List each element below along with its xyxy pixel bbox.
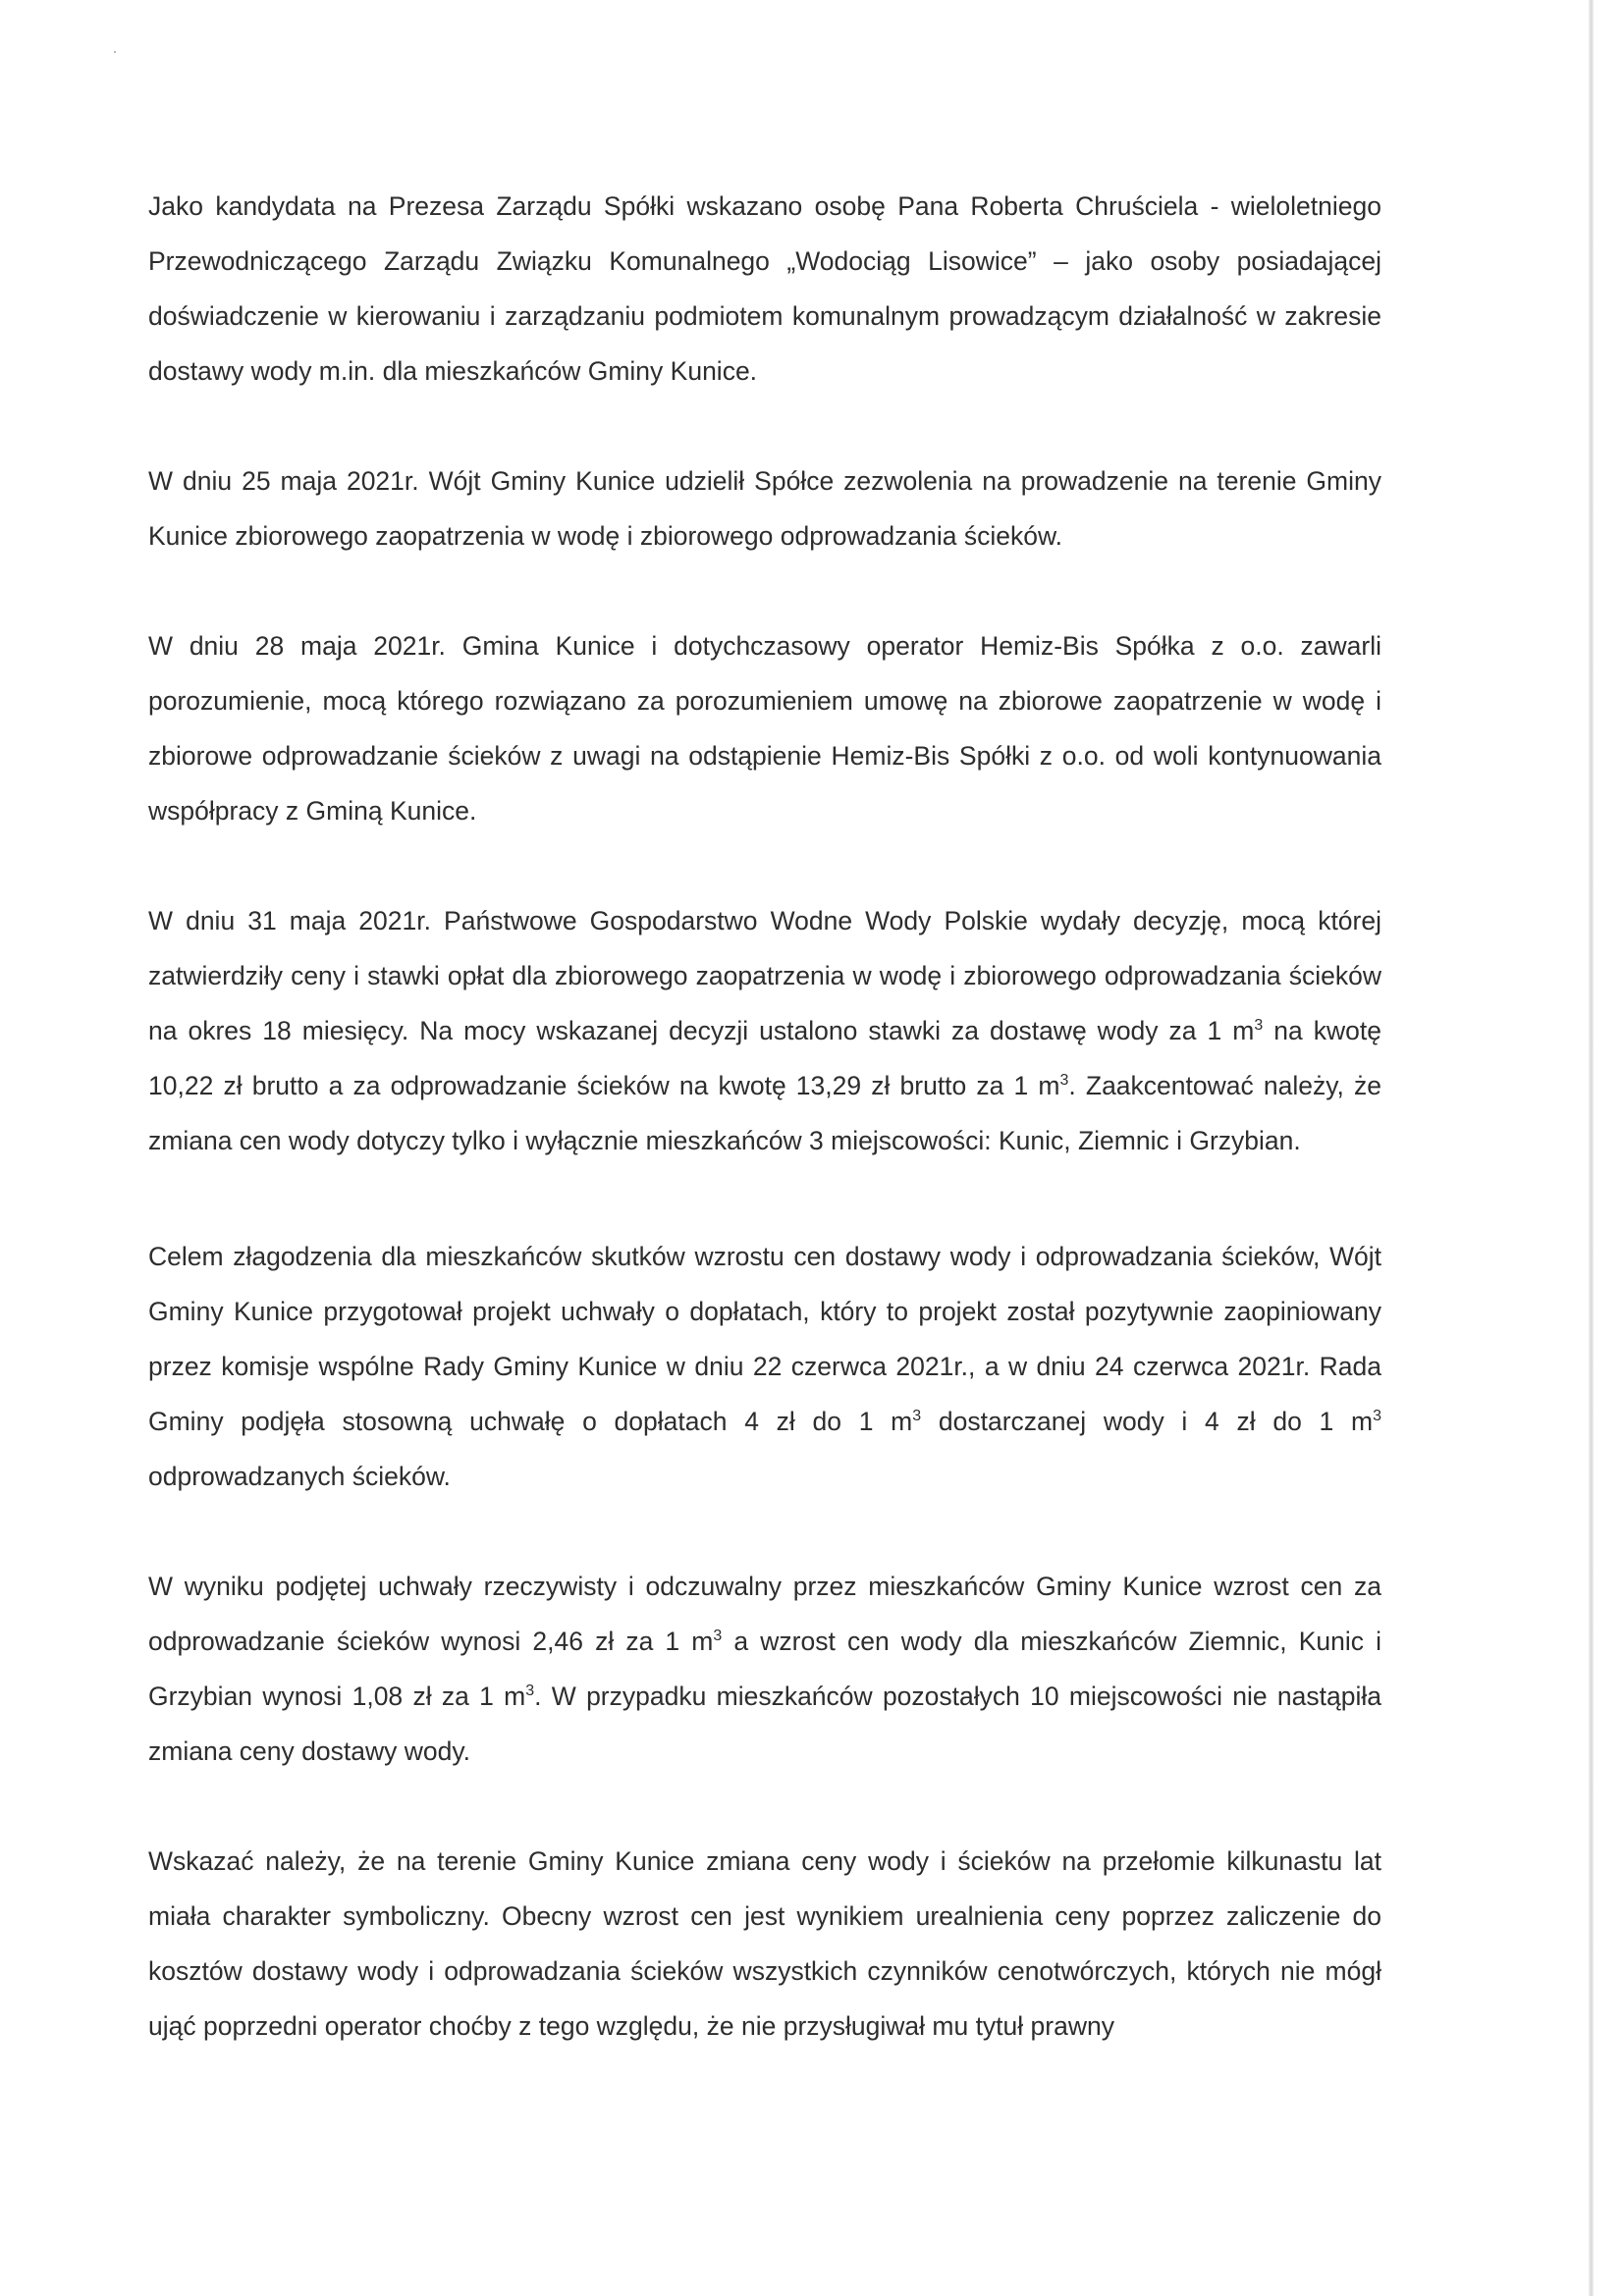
superscript: 3 [1373, 1408, 1381, 1424]
paragraph-text-part: W dniu 31 maja 2021r. Państwowe Gospodarstwo Wodne Wody Polskie wydały decyzję, mocą której zatwierdziły ceny i stawki opłat dla zbiorowego zaopatrzenia w wodę i zbiorowego odprowadzania ścieków na okres 18 miesięcy. Na mocy wskazanej decyzji ustalono stawki za dostawę wody za 1 m [148, 906, 1381, 1045]
paragraph-subsidy [148, 1229, 1381, 1504]
paragraph-text-part: dostarczanej wody i 4 zł do 1 m [921, 1407, 1374, 1436]
paragraph-text-part: . W przypadku mieszkańców pozostałych 10 miejscowości nie nastąpiła zmiana ceny dostawy wody. [148, 1682, 1381, 1766]
paragraph-candidate [148, 179, 1381, 399]
paragraph-text: W dniu 28 maja 2021r. Gmina Kunice i dotychczasowy operator Hemiz-Bis Spółka z o.o. zawarli porozumienie, mocą którego rozwiązano za porozumieniem umowę na zbiorowe zaopatrzenie w wodę i zbiorowe odprowadzanie ścieków z uwagi na odstąpienie Hemiz-Bis Spółki z o.o. od woli kontynuowania współpracy z Gminą Kunice. [148, 631, 1381, 826]
scan-speck [114, 51, 116, 53]
superscript: 3 [525, 1682, 535, 1699]
superscript: 3 [713, 1628, 723, 1644]
superscript: 3 [1254, 1017, 1264, 1034]
superscript: 3 [912, 1408, 922, 1424]
paragraph-text: W dniu 25 maja 2021r. Wójt Gminy Kunice udzielił Spółce zezwolenia na prowadzenie na terenie Gminy Kunice zbiorowego zaopatrzenia w wodę i zbiorowego odprowadzania ścieków. [148, 466, 1381, 551]
paragraph-price-increase [148, 1559, 1381, 1779]
paragraph-text-part: odprowadzanych ścieków. [148, 1462, 451, 1491]
document-body [148, 179, 1381, 2054]
paragraph-text-part: . Zaakcentować należy, że zmiana cen wody dotyczy tylko i wyłącznie mieszkańców 3 miejscowości: Kunic, Ziemnic i Grzybian. [148, 1071, 1381, 1155]
scan-edge-shadow [1589, 0, 1594, 2296]
paragraph-agreement [148, 618, 1381, 838]
paragraph-text: Wskazać należy, że na terenie Gminy Kunice zmiana ceny wody i ścieków na przełomie kilkunastu lat miała charakter symboliczny. Obecny wzrost cen jest wynikiem urealnienia ceny poprzez zaliczenie do kosztów dostawy wody i odprowadzania ścieków wszystkich czynników cenotwórczych, których nie mógł ująć poprzedni operator choćby z tego względu, że nie przysługiwał mu tytuł prawny [148, 1846, 1381, 2041]
paragraph-text-part: na kwotę 10,22 zł brutto a za odprowadzanie ścieków na kwotę 13,29 zł brutto za 1 m [148, 1016, 1381, 1100]
paragraph-permit [148, 454, 1381, 563]
paragraph-text-part: Celem złagodzenia dla mieszkańców skutków wzrostu cen dostawy wody i odprowadzania ścieków, Wójt Gminy Kunice przygotował projekt uchwały o dopłatach, który to projekt został pozytywnie zaopiniowany przez komisje wspólne Rady Gminy Kunice w dniu 22 czerwca 2021r., a w dniu 24 czerwca 2021r. Rada Gminy podjęła stosowną uchwałę o dopłatach 4 zł do 1 m [148, 1242, 1381, 1436]
paragraph-tariff-decision [148, 893, 1381, 1168]
superscript: 3 [1059, 1072, 1069, 1089]
paragraph-text-part: a wzrost cen wody dla mieszkańców Ziemnic, Kunic i Grzybian wynosi 1,08 zł za 1 m [148, 1627, 1381, 1711]
paragraph-price-context [148, 1834, 1381, 2054]
paragraph-text-part: W wyniku podjętej uchwały rzeczywisty i odczuwalny przez mieszkańców Gminy Kunice wzrost cen za odprowadzanie ścieków wynosi 2,46 zł za 1 m [148, 1572, 1381, 1656]
paragraph-text: Jako kandydata na Prezesa Zarządu Spółki wskazano osobę Pana Roberta Chruściela - wieloletniego Przewodniczącego Zarządu Związku Komunalnego „Wodociąg Lisowice” – jako osoby posiadającej doświadczenie w kierowaniu i zarządzaniu podmiotem komunalnym prowadzącym działalność w zakresie dostawy wody m.in. dla mieszkańców Gminy Kunice. [148, 191, 1381, 386]
